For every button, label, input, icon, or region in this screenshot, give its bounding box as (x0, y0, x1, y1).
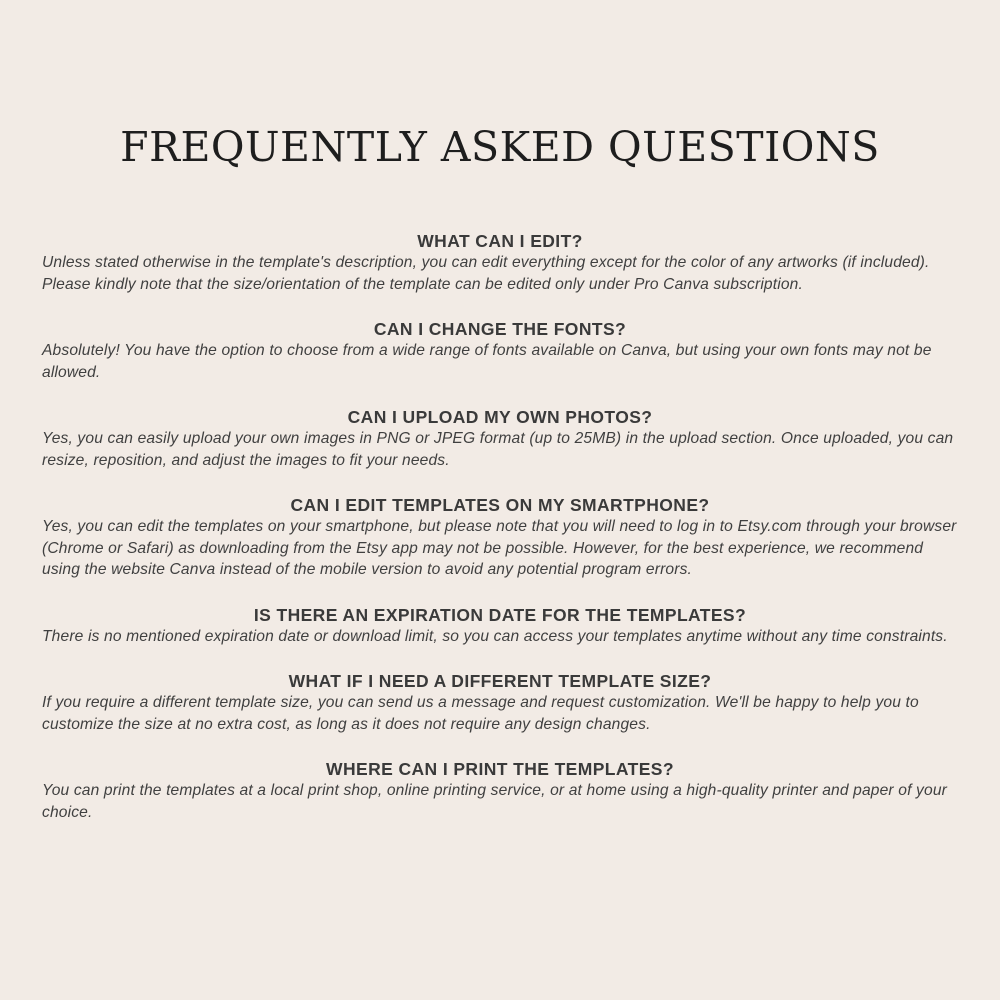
faq-item-change-fonts (42, 318, 958, 383)
faq-answer: There is no mentioned expiration date or download limit, so you can access your templates anytime without any time constraints. (42, 627, 948, 645)
faq-item-template-size (42, 670, 958, 735)
faq-item-upload-photos (42, 406, 958, 471)
faq-answer: If you require a different template size, you can send us a message and request customization. We'll be happy to help you to customize the size at no extra cost, as long as it does not require any design changes. (42, 694, 919, 733)
faq-item-print-templates (42, 758, 958, 823)
faq-question: WHAT CAN I EDIT? (417, 231, 583, 251)
faq-item-what-can-i-edit (42, 230, 958, 295)
faq-item-edit-on-smartphone (42, 494, 958, 581)
faq-answer: Unless stated otherwise in the template's description, you can edit everything except for the color of any artworks (if included). Please kindly note that the size/orientation of the template can be edited only under Pro Canva subscription. (42, 254, 930, 293)
faq-answer: Absolutely! You have the option to choose from a wide range of fonts available on Canva, but using your own fonts may not be allowed. (42, 342, 932, 381)
faq-question: IS THERE AN EXPIRATION DATE FOR THE TEMPLATES? (253, 604, 747, 625)
faq-question: CAN I CHANGE THE FONTS? (373, 319, 627, 339)
faq-answer: Yes, you can edit the templates on your smartphone, but please note that you will need to log in to Etsy.com through your browser (Chrome or Safari) as downloading from the Etsy app may not be possible. However, for the best experience, we recommend using the website Canva instead of the mobile version to avoid any potential program errors. (42, 518, 957, 578)
faq-question: CAN I EDIT TEMPLATES ON MY SMARTPHONE? (290, 495, 710, 515)
faq-answer: Yes, you can easily upload your own images in PNG or JPEG format (up to 25MB) in the upload section. Once uploaded, you can resize, reposition, and adjust the images to fit your needs. (42, 430, 954, 469)
page-title: FREQUENTLY ASKED QUESTIONS (120, 123, 880, 171)
faq-question: WHERE CAN I PRINT THE TEMPLATES? (326, 759, 674, 779)
faq-question: WHAT IF I NEED A DIFFERENT TEMPLATE SIZE? (288, 671, 712, 691)
faq-question: CAN I UPLOAD MY OWN PHOTOS? (347, 407, 653, 427)
faq-list (0, 230, 1000, 823)
faq-answer: You can print the templates at a local print shop, online printing service, or at home using a high-quality printer and paper of your choice. (42, 782, 947, 821)
faq-item-expiration-date (42, 604, 958, 648)
